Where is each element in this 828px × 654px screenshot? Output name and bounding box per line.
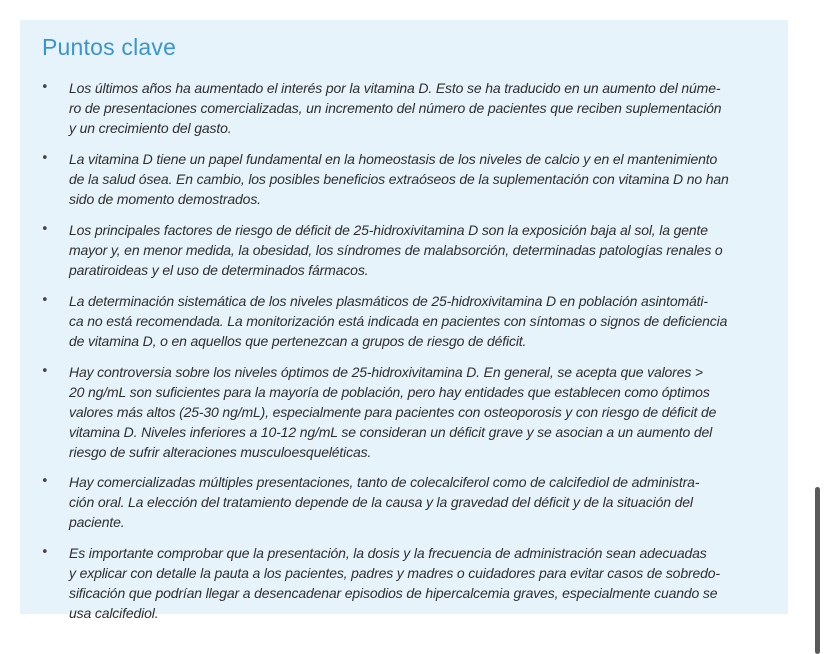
key-point-text-line: Hay controversia sobre los niveles óptimos de 25-hidroxivitamina D. En general, se acepta que valores > [69,364,703,380]
key-point-text-line: ción oral. La elección del tratamiento depende de la causa y la gravedad del déficit y de la situación del [69,494,693,510]
key-point-item [20,362,769,462]
key-point-item [20,78,769,138]
key-point-text-line: 20 ng/mL son suficientes para la mayoría de población, pero hay entidades que establecen como óptimos [69,384,710,400]
key-point-text-line: Los últimos años ha aumentado el interés por la vitamina D. Esto se ha traducido en un aumento del núme- [69,80,721,96]
bullet-icon: • [41,293,49,308]
bullet-icon: • [41,80,49,95]
key-point-text-line: de la salud ósea. En cambio, los posibles beneficios extraóseos de la suplementación con vitamina D no han [69,171,729,187]
bullet-icon: • [41,545,49,560]
key-point-item [20,472,769,532]
key-point-text-line: valores más altos (25-30 ng/mL), especialmente para pacientes con osteoporosis y con riesgo de déficit de [69,404,717,420]
bullet-icon: • [41,222,49,237]
key-point-item [20,149,769,209]
bullet-icon: • [41,474,49,489]
key-point-text-line: sificación que podrían llegar a desencadenar episodios de hipercalcemia graves, especialmente cuando se [69,585,718,601]
key-point-text-line: y un crecimiento del gasto. [69,120,232,136]
key-point-text-line: de vitamina D, o en aquellos que pertenezcan a grupos de riesgo de déficit. [69,333,527,349]
bullet-icon: • [41,364,49,379]
key-point-text-line: vitamina D. Niveles inferiores a 10-12 ng/mL se consideran un déficit grave y se asocian a un aumento del [69,424,713,440]
key-point-text-line: usa calcifediol. [69,605,159,621]
key-point-text-line: ro de presentaciones comercializadas, un incremento del número de pacientes que reciben suplementación [69,100,722,116]
key-point-text-line: paratiroideas y el uso de determinados fármacos. [69,262,369,278]
key-point-text-line: Es importante comprobar que la presentación, la dosis y la frecuencia de administración sean adecuadas [69,545,707,561]
key-point-item [20,291,769,351]
key-point-text-line: Los principales factores de riesgo de déficit de 25-hidroxivitamina D son la exposición baja al sol, la gente [69,222,708,238]
key-point-text-line: La vitamina D tiene un papel fundamental en la homeostasis de los niveles de calcio y en el mantenimiento [69,151,718,167]
bullet-icon: • [41,151,49,166]
key-point-text-line: sido de momento demostrados. [69,191,261,207]
key-point-text-line: mayor y, en menor medida, la obesidad, los síndromes de malabsorción, determinadas patologías renales o [69,242,723,258]
key-point-text-line: La determinación sistemática de los niveles plasmáticos de 25-hidroxivitamina D en población asintomáti- [69,293,708,309]
vertical-scrollbar[interactable] [815,487,820,654]
key-point-text-line: riesgo de sufrir alteraciones musculoesqueléticas. [69,444,372,460]
key-point-text-line: Hay comercializadas múltiples presentaciones, tanto de colecalciferol como de calcifediol de administra- [69,474,700,490]
key-point-item [20,543,769,623]
key-point-text-line: ca no está recomendada. La monitorización está indicada en pacientes con síntomas o signos de deficiencia [69,313,728,329]
key-points-panel [20,20,788,621]
key-points-list [20,78,769,633]
key-point-text-line: y explicar con detalle la pauta a los pacientes, padres y madres o cuidadores para evitar casos de sobredo- [69,565,720,581]
panel-title: Puntos clave [42,34,177,60]
key-point-text-line: paciente. [69,514,125,530]
key-point-item [20,220,769,280]
